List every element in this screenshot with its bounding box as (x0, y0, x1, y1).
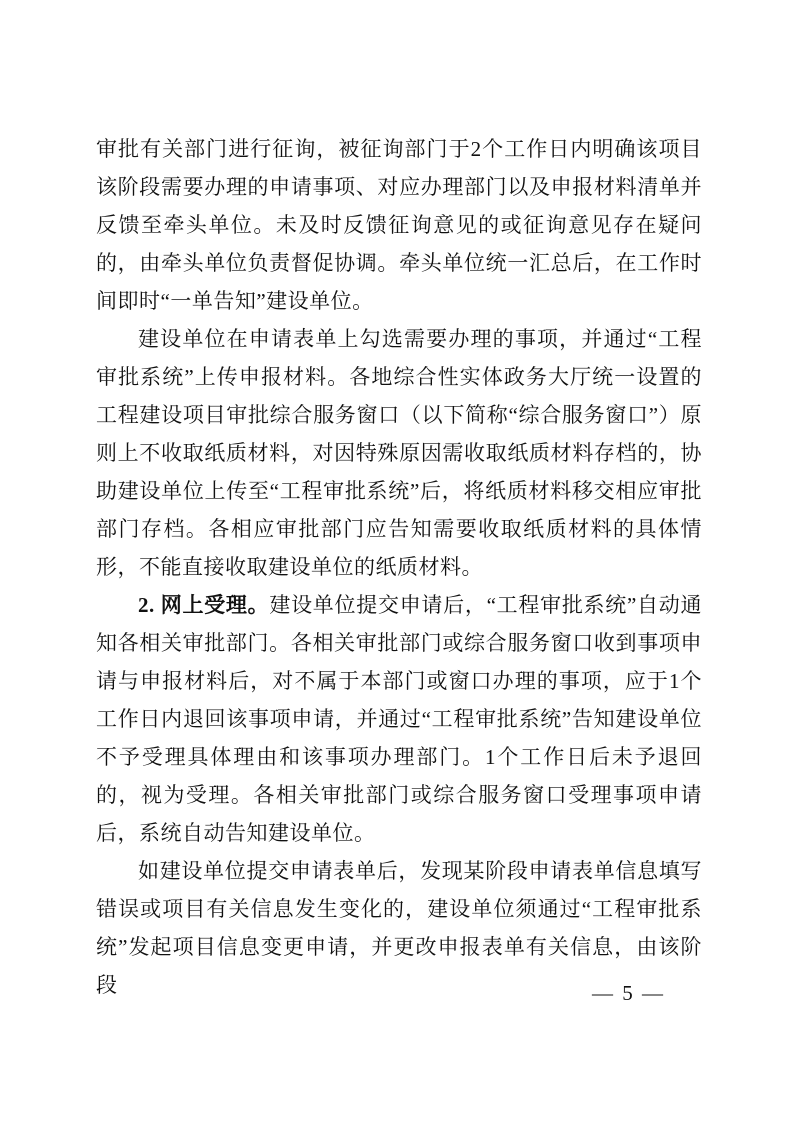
paragraph-online-acceptance (96, 586, 702, 852)
document-body (96, 130, 702, 1004)
page-number: — 5 — (592, 981, 665, 1005)
paragraph-text: 如建设单位提交申请表单后，发现某阶段申请表单信息填写错误或项目有关信息发生变化的，建设单位须通过“工程审批系统”发起项目信息变更申请，并更改申报表单有关信息，由该阶段 (96, 859, 702, 997)
paragraph-text: 建设单位在申请表单上勾选需要办理的事项，并通过“工程审批系统”上传申报材料。各地综合性实体政务大厅统一设置的工程建设项目审批综合服务窗口（以下简称“综合服务窗口”）原则上不收取纸质材料，对因特殊原因需收取纸质材料存档的，协助建设单位上传至“工程审批系统”后，将纸质材料移交相应审批部门存档。各相应审批部门应告知需要收取纸质材料的具体情形，不能直接收取建设单位的纸质材料。 (96, 327, 702, 579)
section-heading-bold: 2. 网上受理。 (138, 593, 270, 617)
paragraph-text: 建设单位提交申请后，“工程审批系统”自动通知各相关审批部门。各相关审批部门或综合服务窗口收到事项申请与申报材料后，对不属于本部门或窗口办理的事项，应于1个工作日内退回该事项申请，并通过“工程审批系统”告知建设单位不予受理具体理由和该事项办理部门。1个工作日后未予退回的，视为受理。各相关审批部门或综合服务窗口受理事项申请后，系统自动告知建设单位。 (96, 593, 703, 845)
paragraph-text: 审批有关部门进行征询，被征询部门于2个工作日内明确该项目该阶段需要办理的申请事项、对应办理部门以及申报材料清单并反馈至牵头单位。未及时反馈征询意见的或征询意见存在疑问的，由牵头单位负责督促协调。牵头单位统一汇总后，在工作时间即时“一单告知”建设单位。 (96, 137, 702, 313)
paragraph-online-application (96, 320, 702, 586)
paragraph-continuation (96, 130, 702, 320)
